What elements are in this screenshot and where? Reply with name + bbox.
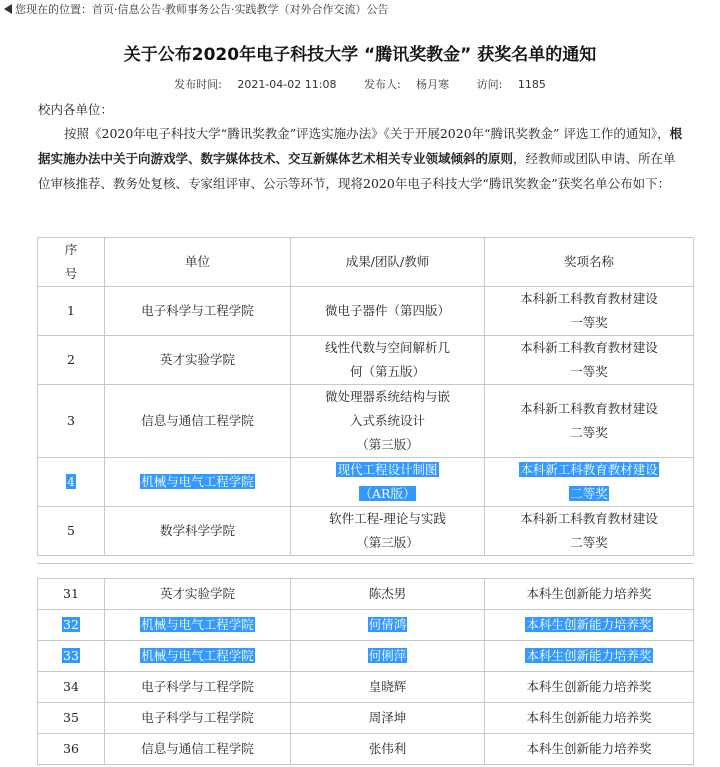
cell-achievement-text: 线性代数与空间解析几 (324, 340, 450, 355)
cell-award-text: 本科生创新能力培养奖 (526, 586, 652, 601)
cell-unit (105, 385, 291, 458)
cell-seq (38, 641, 105, 672)
cell-unit-text: 机械与电气工程学院 (141, 474, 254, 489)
cell-unit-text: 机械与电气工程学院 (141, 617, 254, 632)
cell-unit-text: 信息与通信工程学院 (141, 413, 254, 428)
cell-achievement-text: 微处理器系统结构与嵌 (324, 389, 450, 404)
cell-unit (105, 672, 291, 703)
author-label: 发布人: (363, 78, 401, 91)
table-row (38, 507, 694, 556)
award-table-top (37, 237, 694, 556)
table-row (38, 703, 694, 734)
cell-unit-text: 电子科学与工程学院 (141, 303, 254, 318)
cell-achievement (291, 458, 485, 507)
paragraph-bold: 根据实施办法中关于向游戏学、数字媒体技术、交互新媒体艺术相关专业领域倾斜的原则 (38, 126, 683, 166)
cell-unit-text: 英才实验学院 (159, 352, 235, 367)
cell-unit-text: 机械与电气工程学院 (141, 648, 254, 663)
cell-unit (105, 641, 291, 672)
cell-award-text: 本科新工科教育教材建设 (520, 511, 658, 526)
cell-award-text: 本科生创新能力培养奖 (526, 617, 652, 632)
cell-award (485, 458, 694, 507)
cell-achievement (291, 734, 485, 765)
cell-seq-text: 31 (63, 586, 79, 601)
cell-unit (105, 458, 291, 507)
cell-award-text: 二等奖 (570, 535, 608, 550)
cell-achievement-text: 何（第五版） (349, 364, 425, 379)
table-row (38, 734, 694, 765)
cell-seq-text: 1 (67, 303, 75, 318)
table-row (38, 385, 694, 458)
cell-award-text: 一等奖 (570, 364, 608, 379)
publish-time (168, 78, 342, 91)
table-divider (37, 563, 693, 564)
cell-award (485, 641, 694, 672)
breadcrumb-home[interactable]: 首页 (92, 3, 114, 16)
paragraph-part1: 按照《2020年电子科技大学“腾讯奖教金”评选实施办法》《关于开展2020年“腾讯奖教金” 评选工作的通知》， (64, 126, 670, 141)
header-achievement-text: 成果/团队/教师 (345, 254, 430, 269)
breadcrumb (4, 1, 389, 17)
cell-achievement (291, 703, 485, 734)
header-award (485, 238, 694, 287)
breadcrumb-sep: · (114, 2, 118, 16)
publish-label: 发布时间: (174, 78, 222, 91)
cell-achievement-text: 张伟利 (368, 741, 407, 756)
cell-award-text: 本科新工科教育教材建设 (520, 462, 658, 477)
cell-award-text: 本科新工科教育教材建设 (520, 340, 658, 355)
cell-achievement-text: 微电子器件（第四版） (324, 303, 450, 318)
cell-unit (105, 579, 291, 610)
paragraph-part2: ，经教师或团队申请、所在单位审核推荐、教务处复核、专家组评审、公示等环节，现将2020年电子科技大学“腾讯奖教金”获奖名单公布如下： (38, 151, 676, 191)
cell-seq-text: 33 (63, 648, 79, 663)
cell-achievement-text: 周泽坤 (368, 710, 407, 725)
cell-seq (38, 287, 105, 336)
cell-unit (105, 287, 291, 336)
cell-award-text: 二等奖 (570, 425, 608, 440)
breadcrumb-practice-teaching[interactable]: 实践教学（对外合作交流）公告 (234, 3, 389, 16)
cell-award-text: 本科生创新能力培养奖 (526, 710, 652, 725)
article-meta (0, 76, 720, 92)
table-row (38, 336, 694, 385)
cell-seq-text: 3 (67, 413, 75, 428)
cell-award (485, 385, 694, 458)
header-unit-text: 单位 (184, 254, 210, 269)
cell-award (485, 734, 694, 765)
cell-seq (38, 385, 105, 458)
breadcrumb-sep: · (231, 2, 235, 16)
cell-seq-text: 35 (63, 710, 79, 725)
location-arrow-icon (4, 4, 12, 14)
cell-seq (38, 458, 105, 507)
cell-unit (105, 507, 291, 556)
cell-achievement-text: 何俐萍 (368, 648, 407, 663)
cell-achievement-text: 现代工程设计制图 (337, 462, 438, 477)
cell-award-text: 本科生创新能力培养奖 (526, 679, 652, 694)
cell-seq-text: 34 (63, 679, 79, 694)
visits-count: 1185 (517, 78, 546, 91)
cell-seq-text: 36 (63, 741, 79, 756)
cell-achievement-text: 皇晓辉 (368, 679, 407, 694)
award-table-bottom (37, 578, 694, 765)
cell-unit (105, 336, 291, 385)
cell-achievement-text: 何倩鸿 (368, 617, 407, 632)
cell-seq (38, 734, 105, 765)
cell-award-text: 本科生创新能力培养奖 (526, 648, 652, 663)
cell-award-text: 二等奖 (570, 486, 608, 501)
cell-achievement-text: 入式系统设计 (349, 413, 425, 428)
cell-seq-text: 32 (63, 617, 79, 632)
table-row (38, 610, 694, 641)
header-seq (38, 238, 105, 287)
cell-achievement (291, 641, 485, 672)
cell-award (485, 507, 694, 556)
cell-achievement-text: （AR版） (359, 486, 416, 501)
cell-award (485, 579, 694, 610)
cell-achievement (291, 507, 485, 556)
header-unit (105, 238, 291, 287)
cell-award (485, 610, 694, 641)
cell-seq (38, 507, 105, 556)
table-row (38, 287, 694, 336)
cell-seq (38, 703, 105, 734)
cell-achievement (291, 385, 485, 458)
publish-time-value: 2021-04-02 11:08 (237, 78, 337, 91)
cell-seq-text: 5 (67, 523, 75, 538)
cell-award-text: 本科新工科教育教材建设 (520, 401, 658, 416)
header-seq-text: 号 (64, 266, 78, 281)
breadcrumb-prefix: 您现在的位置： (15, 3, 92, 16)
table-row (38, 641, 694, 672)
cell-achievement (291, 287, 485, 336)
visits-label: 访问: (476, 78, 503, 91)
cell-unit (105, 610, 291, 641)
breadcrumb-sep: · (161, 2, 165, 16)
header-achievement (291, 238, 485, 287)
header-seq-text: 序 (64, 242, 78, 257)
cell-unit-text: 数学科学学院 (159, 523, 235, 538)
breadcrumb-info[interactable]: 信息公告 (117, 3, 162, 16)
table-row (38, 672, 694, 703)
cell-unit-text: 英才实验学院 (159, 586, 235, 601)
cell-seq (38, 610, 105, 641)
cell-seq-text: 4 (67, 474, 75, 489)
cell-award (485, 703, 694, 734)
cell-unit (105, 703, 291, 734)
table-header-row (38, 238, 694, 287)
cell-achievement (291, 579, 485, 610)
cell-achievement (291, 610, 485, 641)
cell-award-text: 一等奖 (570, 315, 608, 330)
cell-unit-text: 电子科学与工程学院 (141, 679, 254, 694)
cell-unit-text: 电子科学与工程学院 (141, 710, 254, 725)
cell-achievement (291, 672, 485, 703)
cell-award-text: 本科生创新能力培养奖 (526, 741, 652, 756)
cell-achievement-text: 软件工程-理论与实践 (329, 511, 446, 526)
cell-unit-text: 信息与通信工程学院 (141, 741, 254, 756)
visits (471, 78, 552, 91)
cell-seq (38, 336, 105, 385)
table-row (38, 458, 694, 507)
breadcrumb-teacher-affairs[interactable]: 教师事务公告 (165, 3, 231, 16)
cell-unit (105, 734, 291, 765)
header-award-text: 奖项名称 (563, 254, 614, 269)
salutation: 校内各单位： (38, 102, 114, 117)
cell-award (485, 672, 694, 703)
cell-award-text: 本科新工科教育教材建设 (520, 291, 658, 306)
cell-award (485, 336, 694, 385)
cell-seq (38, 672, 105, 703)
cell-seq-text: 2 (67, 352, 75, 367)
author (358, 78, 455, 91)
author-value: 杨月寒 (416, 78, 450, 91)
cell-achievement-text: 陈杰男 (368, 586, 407, 601)
cell-seq (38, 579, 105, 610)
article-paragraph (38, 121, 688, 196)
article-title: 关于公布2020年电子科技大学 “腾讯奖教金” 获奖名单的通知 (123, 45, 597, 65)
table-row (38, 579, 694, 610)
cell-award (485, 287, 694, 336)
cell-achievement-text: （第三版） (356, 535, 419, 550)
cell-achievement-text: （第三版） (356, 437, 419, 452)
cell-achievement (291, 336, 485, 385)
